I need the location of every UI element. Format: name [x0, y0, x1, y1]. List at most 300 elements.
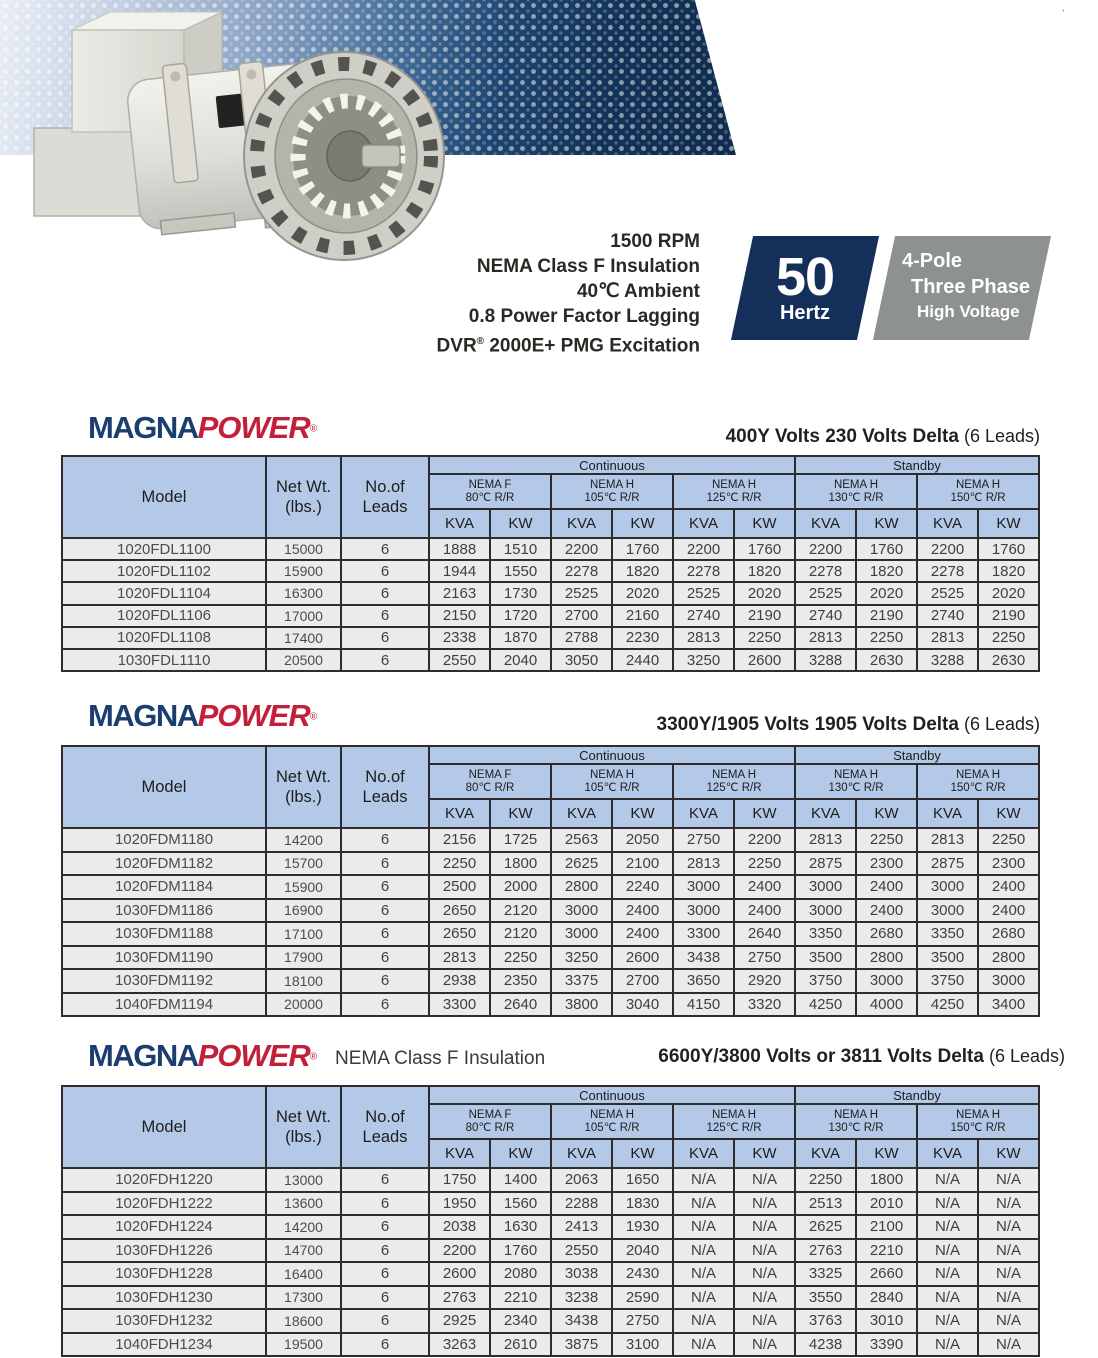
value-cell: N/A [673, 1215, 734, 1239]
unit-header-kva: KVA [429, 799, 490, 828]
value-cell: 3875 [551, 1333, 612, 1357]
value-cell: N/A [917, 1192, 978, 1216]
value-cell: 1730 [490, 582, 551, 604]
table-row [62, 1215, 1039, 1239]
group-header-standby: Standby [795, 456, 1039, 474]
magnapower-logo-3: MAGNAPOWER® [88, 1038, 318, 1073]
table-row [62, 1286, 1039, 1310]
value-cell: 3500 [917, 946, 978, 970]
model-cell: 1020FDM1180 [62, 828, 266, 852]
model-cell: 1030FDH1230 [62, 1286, 266, 1310]
nema-header-4: NEMA H 150℃ R/R [917, 764, 1039, 799]
unit-header-kw: KW [612, 799, 673, 828]
value-cell: N/A [673, 1239, 734, 1263]
net-wt-cell: 16400 [266, 1262, 341, 1286]
unit-header-kva: KVA [429, 1139, 490, 1168]
value-cell: 2300 [978, 852, 1039, 876]
value-cell: 1630 [490, 1215, 551, 1239]
model-cell: 1020FDL1100 [62, 538, 266, 560]
leads-cell: 6 [341, 1168, 429, 1192]
value-cell: 3010 [856, 1309, 917, 1333]
net-wt-cell: 19500 [266, 1333, 341, 1357]
value-cell: 2525 [917, 582, 978, 604]
value-cell: 2750 [734, 946, 795, 970]
group-header-standby: Standby [795, 746, 1039, 764]
net-wt-cell: 17000 [266, 605, 341, 627]
value-cell: 2250 [429, 852, 490, 876]
value-cell: 2500 [429, 875, 490, 899]
group-header-standby: Standby [795, 1086, 1039, 1104]
value-cell: 3000 [917, 899, 978, 923]
value-cell: 1760 [490, 1239, 551, 1263]
leads-cell: 6 [341, 538, 429, 560]
group-header-continuous: Continuous [429, 456, 795, 474]
unit-header-kw: KW [612, 509, 673, 538]
value-cell: N/A [734, 1192, 795, 1216]
value-cell: 4250 [795, 993, 856, 1017]
leads-cell: 6 [341, 1239, 429, 1263]
unit-header-kw: KW [490, 1139, 551, 1168]
table-row [62, 605, 1039, 627]
leads-cell: 6 [341, 560, 429, 582]
unit-header-kva: KVA [795, 509, 856, 538]
leads-cell: 6 [341, 852, 429, 876]
value-cell: N/A [917, 1262, 978, 1286]
value-cell: 2813 [429, 946, 490, 970]
unit-header-kw: KW [734, 509, 795, 538]
value-cell: 3750 [917, 969, 978, 993]
value-cell: 3040 [612, 993, 673, 1017]
value-cell: N/A [978, 1168, 1039, 1192]
leads-cell: 6 [341, 605, 429, 627]
value-cell: 2650 [429, 922, 490, 946]
leads-cell: 6 [341, 1192, 429, 1216]
net-wt-cell: 16900 [266, 899, 341, 923]
value-cell: 3500 [795, 946, 856, 970]
value-cell: 2400 [612, 899, 673, 923]
unit-header-kw: KW [734, 799, 795, 828]
value-cell: 1800 [490, 852, 551, 876]
value-cell: 2630 [856, 649, 917, 671]
value-cell: 3375 [551, 969, 612, 993]
leads-cell: 6 [341, 1309, 429, 1333]
value-cell: 3350 [795, 922, 856, 946]
net-wt-cell: 17100 [266, 922, 341, 946]
value-cell: 2063 [551, 1168, 612, 1192]
value-cell: 1650 [612, 1168, 673, 1192]
value-cell: 1760 [612, 538, 673, 560]
corner-mark: ’ [1062, 8, 1065, 20]
value-cell: N/A [978, 1286, 1039, 1310]
value-cell: 2250 [795, 1168, 856, 1192]
model-cell: 1020FDL1106 [62, 605, 266, 627]
value-cell: 2190 [978, 605, 1039, 627]
value-cell: 3750 [795, 969, 856, 993]
unit-header-kva: KVA [551, 799, 612, 828]
value-cell: 2288 [551, 1192, 612, 1216]
value-cell: N/A [673, 1262, 734, 1286]
nema-header-1: NEMA H 105℃ R/R [551, 474, 673, 509]
value-cell: 2600 [734, 649, 795, 671]
model-cell: 1030FDM1186 [62, 899, 266, 923]
value-cell: 2156 [429, 828, 490, 852]
net-wt-cell: 15000 [266, 538, 341, 560]
leads-cell: 6 [341, 899, 429, 923]
value-cell: 2250 [734, 627, 795, 649]
value-cell: 2040 [612, 1239, 673, 1263]
value-cell: 3000 [551, 922, 612, 946]
model-cell: 1030FDM1192 [62, 969, 266, 993]
unit-header-kw: KW [612, 1139, 673, 1168]
value-cell: 1950 [429, 1192, 490, 1216]
unit-header-kw: KW [490, 799, 551, 828]
value-cell: 2400 [734, 899, 795, 923]
table-row [62, 922, 1039, 946]
col-header-model: Model [62, 746, 266, 828]
unit-header-kva: KVA [551, 1139, 612, 1168]
value-cell: 2925 [429, 1309, 490, 1333]
nema-header-2: NEMA H 125℃ R/R [673, 474, 795, 509]
table-row [62, 993, 1039, 1017]
unit-header-kva: KVA [917, 509, 978, 538]
unit-header-kva: KVA [551, 509, 612, 538]
value-cell: 2788 [551, 627, 612, 649]
value-cell: 2640 [490, 993, 551, 1017]
value-cell: N/A [734, 1286, 795, 1310]
value-cell: 3350 [917, 922, 978, 946]
value-cell: 1820 [612, 560, 673, 582]
value-cell: 2400 [978, 875, 1039, 899]
pole-badge [873, 236, 1051, 340]
nema-header-3: NEMA H 130℃ R/R [795, 474, 917, 509]
spec-table-400y [61, 455, 1040, 672]
net-wt-cell: 13600 [266, 1192, 341, 1216]
nema-header-1: NEMA H 105℃ R/R [551, 1104, 673, 1139]
net-wt-cell: 15900 [266, 875, 341, 899]
value-cell: 2550 [429, 649, 490, 671]
value-cell: 1400 [490, 1168, 551, 1192]
model-cell: 1020FDL1104 [62, 582, 266, 604]
value-cell: 1800 [856, 1168, 917, 1192]
magnapower-logo-1: MAGNAPOWER® [88, 410, 318, 445]
net-wt-cell: 14700 [266, 1239, 341, 1263]
net-wt-cell: 16300 [266, 582, 341, 604]
value-cell: 2200 [429, 1239, 490, 1263]
value-cell: 2190 [856, 605, 917, 627]
table-row [62, 969, 1039, 993]
value-cell: 2278 [917, 560, 978, 582]
value-cell: 3000 [978, 969, 1039, 993]
table-row [62, 1333, 1039, 1357]
leads-cell: 6 [341, 1286, 429, 1310]
model-cell: 1020FDM1184 [62, 875, 266, 899]
value-cell: 2200 [734, 828, 795, 852]
value-cell: 2750 [673, 828, 734, 852]
leads-cell: 6 [341, 828, 429, 852]
model-cell: 1030FDL1110 [62, 649, 266, 671]
value-cell: 2813 [673, 852, 734, 876]
value-cell: 3238 [551, 1286, 612, 1310]
spec-line-power-factor: 0.8 Power Factor Lagging [468, 306, 700, 327]
col-header-model: Model [62, 1086, 266, 1168]
value-cell: 2120 [490, 899, 551, 923]
value-cell: 2278 [795, 560, 856, 582]
value-cell: 2080 [490, 1262, 551, 1286]
value-cell: 2200 [795, 538, 856, 560]
nema-header-0: NEMA F 80℃ R/R [429, 474, 551, 509]
value-cell: 2813 [917, 627, 978, 649]
value-cell: 2740 [673, 605, 734, 627]
unit-header-kw: KW [856, 1139, 917, 1168]
value-cell: 2250 [978, 828, 1039, 852]
value-cell: N/A [917, 1286, 978, 1310]
unit-header-kw: KW [490, 509, 551, 538]
value-cell: N/A [917, 1168, 978, 1192]
col-header-net-wt: Net Wt. (lbs.) [266, 1086, 341, 1168]
value-cell: 1820 [734, 560, 795, 582]
value-cell: 2660 [856, 1262, 917, 1286]
value-cell: 2600 [612, 946, 673, 970]
value-cell: 2100 [612, 852, 673, 876]
value-cell: 3288 [795, 649, 856, 671]
hertz-value: 50 [775, 247, 835, 307]
value-cell: 1870 [490, 627, 551, 649]
value-cell: 2120 [490, 922, 551, 946]
value-cell: 3300 [429, 993, 490, 1017]
table-row [62, 946, 1039, 970]
value-cell: N/A [734, 1239, 795, 1263]
value-cell: 3000 [795, 875, 856, 899]
unit-header-kw: KW [856, 509, 917, 538]
nema-header-2: NEMA H 125℃ R/R [673, 764, 795, 799]
value-cell: N/A [734, 1309, 795, 1333]
value-cell: 2050 [612, 828, 673, 852]
table-row [62, 649, 1039, 671]
value-cell: 2813 [673, 627, 734, 649]
net-wt-cell: 17900 [266, 946, 341, 970]
value-cell: 2740 [917, 605, 978, 627]
value-cell: 2020 [856, 582, 917, 604]
model-cell: 1020FDL1108 [62, 627, 266, 649]
value-cell: 2200 [673, 538, 734, 560]
nema-header-3: NEMA H 130℃ R/R [795, 764, 917, 799]
value-cell: 3390 [856, 1333, 917, 1357]
value-cell: 1930 [612, 1215, 673, 1239]
value-cell: 3650 [673, 969, 734, 993]
col-header-net-wt: Net Wt. (lbs.) [266, 746, 341, 828]
value-cell: 3000 [795, 899, 856, 923]
model-cell: 1020FDL1102 [62, 560, 266, 582]
value-cell: 2100 [856, 1215, 917, 1239]
value-cell: 1888 [429, 538, 490, 560]
value-cell: 1725 [490, 828, 551, 852]
table-row [62, 828, 1039, 852]
value-cell: 1720 [490, 605, 551, 627]
value-cell: 2840 [856, 1286, 917, 1310]
model-cell: 1040FDM1194 [62, 993, 266, 1017]
value-cell: 3800 [551, 993, 612, 1017]
value-cell: 3000 [856, 969, 917, 993]
unit-header-kva: KVA [795, 799, 856, 828]
value-cell: 2740 [795, 605, 856, 627]
unit-header-kva: KVA [673, 799, 734, 828]
leads-cell: 6 [341, 875, 429, 899]
leads-cell: 6 [341, 627, 429, 649]
unit-header-kva: KVA [673, 1139, 734, 1168]
value-cell: 2920 [734, 969, 795, 993]
table-2-title: 3300Y/1905 Volts 1905 Volts Delta (6 Leads) [656, 714, 1040, 735]
value-cell: 2150 [429, 605, 490, 627]
model-cell: 1030FDM1190 [62, 946, 266, 970]
nema-header-2: NEMA H 125℃ R/R [673, 1104, 795, 1139]
hertz-badge [731, 236, 879, 340]
value-cell: N/A [673, 1309, 734, 1333]
col-header-leads: No.of Leads [341, 746, 429, 828]
leads-cell: 6 [341, 1215, 429, 1239]
nema-header-4: NEMA H 150℃ R/R [917, 474, 1039, 509]
unit-header-kva: KVA [917, 799, 978, 828]
value-cell: 2400 [856, 899, 917, 923]
value-cell: 2525 [795, 582, 856, 604]
value-cell: 2525 [551, 582, 612, 604]
value-cell: 2800 [551, 875, 612, 899]
table-row [62, 1239, 1039, 1263]
group-header-continuous: Continuous [429, 746, 795, 764]
model-cell: 1040FDH1234 [62, 1333, 266, 1357]
leads-cell: 6 [341, 1262, 429, 1286]
net-wt-cell: 18600 [266, 1309, 341, 1333]
value-cell: 2190 [734, 605, 795, 627]
value-cell: 2340 [490, 1309, 551, 1333]
value-cell: N/A [917, 1333, 978, 1357]
table-row [62, 852, 1039, 876]
value-cell: 2610 [490, 1333, 551, 1357]
value-cell: N/A [673, 1333, 734, 1357]
table-1-title: 400Y Volts 230 Volts Delta (6 Leads) [725, 426, 1040, 447]
net-wt-cell: 14200 [266, 828, 341, 852]
value-cell: 2230 [612, 627, 673, 649]
net-wt-cell: 14200 [266, 1215, 341, 1239]
value-cell: 2000 [490, 875, 551, 899]
value-cell: 2750 [612, 1309, 673, 1333]
value-cell: N/A [734, 1262, 795, 1286]
leads-cell: 6 [341, 993, 429, 1017]
value-cell: 2800 [856, 946, 917, 970]
net-wt-cell: 17400 [266, 627, 341, 649]
net-wt-cell: 15700 [266, 852, 341, 876]
model-cell: 1030FDH1232 [62, 1309, 266, 1333]
unit-header-kva: KVA [429, 509, 490, 538]
value-cell: 2430 [612, 1262, 673, 1286]
value-cell: 3438 [551, 1309, 612, 1333]
value-cell: 3250 [551, 946, 612, 970]
value-cell: 3288 [917, 649, 978, 671]
value-cell: 2250 [856, 828, 917, 852]
spec-text-block [370, 229, 700, 358]
net-wt-cell: 18100 [266, 969, 341, 993]
value-cell: N/A [917, 1239, 978, 1263]
table-3-title: 6600Y/3800 Volts or 3811 Volts Delta (6 Leads) [658, 1046, 1065, 1067]
net-wt-cell: 13000 [266, 1168, 341, 1192]
value-cell: 2625 [795, 1215, 856, 1239]
pole-line-3: High Voltage [917, 302, 1020, 321]
value-cell: N/A [673, 1192, 734, 1216]
value-cell: 2590 [612, 1286, 673, 1310]
value-cell: 2250 [978, 627, 1039, 649]
leads-cell: 6 [341, 582, 429, 604]
value-cell: 2813 [795, 828, 856, 852]
value-cell: 3763 [795, 1309, 856, 1333]
nema-header-0: NEMA F 80℃ R/R [429, 1104, 551, 1139]
unit-header-kva: KVA [795, 1139, 856, 1168]
value-cell: 1760 [856, 538, 917, 560]
value-cell: 2413 [551, 1215, 612, 1239]
nema-header-0: NEMA F 80℃ R/R [429, 764, 551, 799]
generator-shaft [362, 145, 400, 167]
col-header-leads: No.of Leads [341, 456, 429, 538]
value-cell: 2400 [734, 875, 795, 899]
value-cell: 2763 [795, 1239, 856, 1263]
value-cell: 2160 [612, 605, 673, 627]
value-cell: 2200 [551, 538, 612, 560]
value-cell: 2250 [856, 627, 917, 649]
value-cell: 2240 [612, 875, 673, 899]
value-cell: 2763 [429, 1286, 490, 1310]
pole-line-2: Three Phase [911, 276, 1030, 298]
model-cell: 1030FDM1188 [62, 922, 266, 946]
model-cell: 1030FDH1226 [62, 1239, 266, 1263]
value-cell: 2020 [612, 582, 673, 604]
value-cell: 3263 [429, 1333, 490, 1357]
value-cell: 1550 [490, 560, 551, 582]
value-cell: 1760 [734, 538, 795, 560]
table-3-note: NEMA Class F Insulation [335, 1048, 546, 1069]
value-cell: 4150 [673, 993, 734, 1017]
col-header-leads: No.of Leads [341, 1086, 429, 1168]
value-cell: 2250 [734, 852, 795, 876]
unit-header-kw: KW [978, 509, 1039, 538]
value-cell: 2563 [551, 828, 612, 852]
value-cell: 2400 [612, 922, 673, 946]
value-cell: 2800 [978, 946, 1039, 970]
value-cell: 1944 [429, 560, 490, 582]
leads-cell: 6 [341, 1333, 429, 1357]
value-cell: 2020 [734, 582, 795, 604]
nema-header-4: NEMA H 150℃ R/R [917, 1104, 1039, 1139]
value-cell: N/A [734, 1215, 795, 1239]
value-cell: 2525 [673, 582, 734, 604]
value-cell: N/A [978, 1239, 1039, 1263]
value-cell: 4250 [917, 993, 978, 1017]
unit-header-kva: KVA [673, 509, 734, 538]
spec-line-excitation: DVR® 2000E+ PMG Excitation [436, 335, 700, 357]
model-cell: 1020FDH1220 [62, 1168, 266, 1192]
value-cell: 3320 [734, 993, 795, 1017]
value-cell: 3050 [551, 649, 612, 671]
value-cell: 3000 [673, 899, 734, 923]
value-cell: 3438 [673, 946, 734, 970]
model-cell: 1020FDM1182 [62, 852, 266, 876]
table-row [62, 1309, 1039, 1333]
table-row [62, 875, 1039, 899]
value-cell: 2700 [612, 969, 673, 993]
model-cell: 1030FDH1228 [62, 1262, 266, 1286]
value-cell: 2338 [429, 627, 490, 649]
value-cell: 3300 [673, 922, 734, 946]
value-cell: 2625 [551, 852, 612, 876]
table-row [62, 1168, 1039, 1192]
value-cell: 3000 [917, 875, 978, 899]
